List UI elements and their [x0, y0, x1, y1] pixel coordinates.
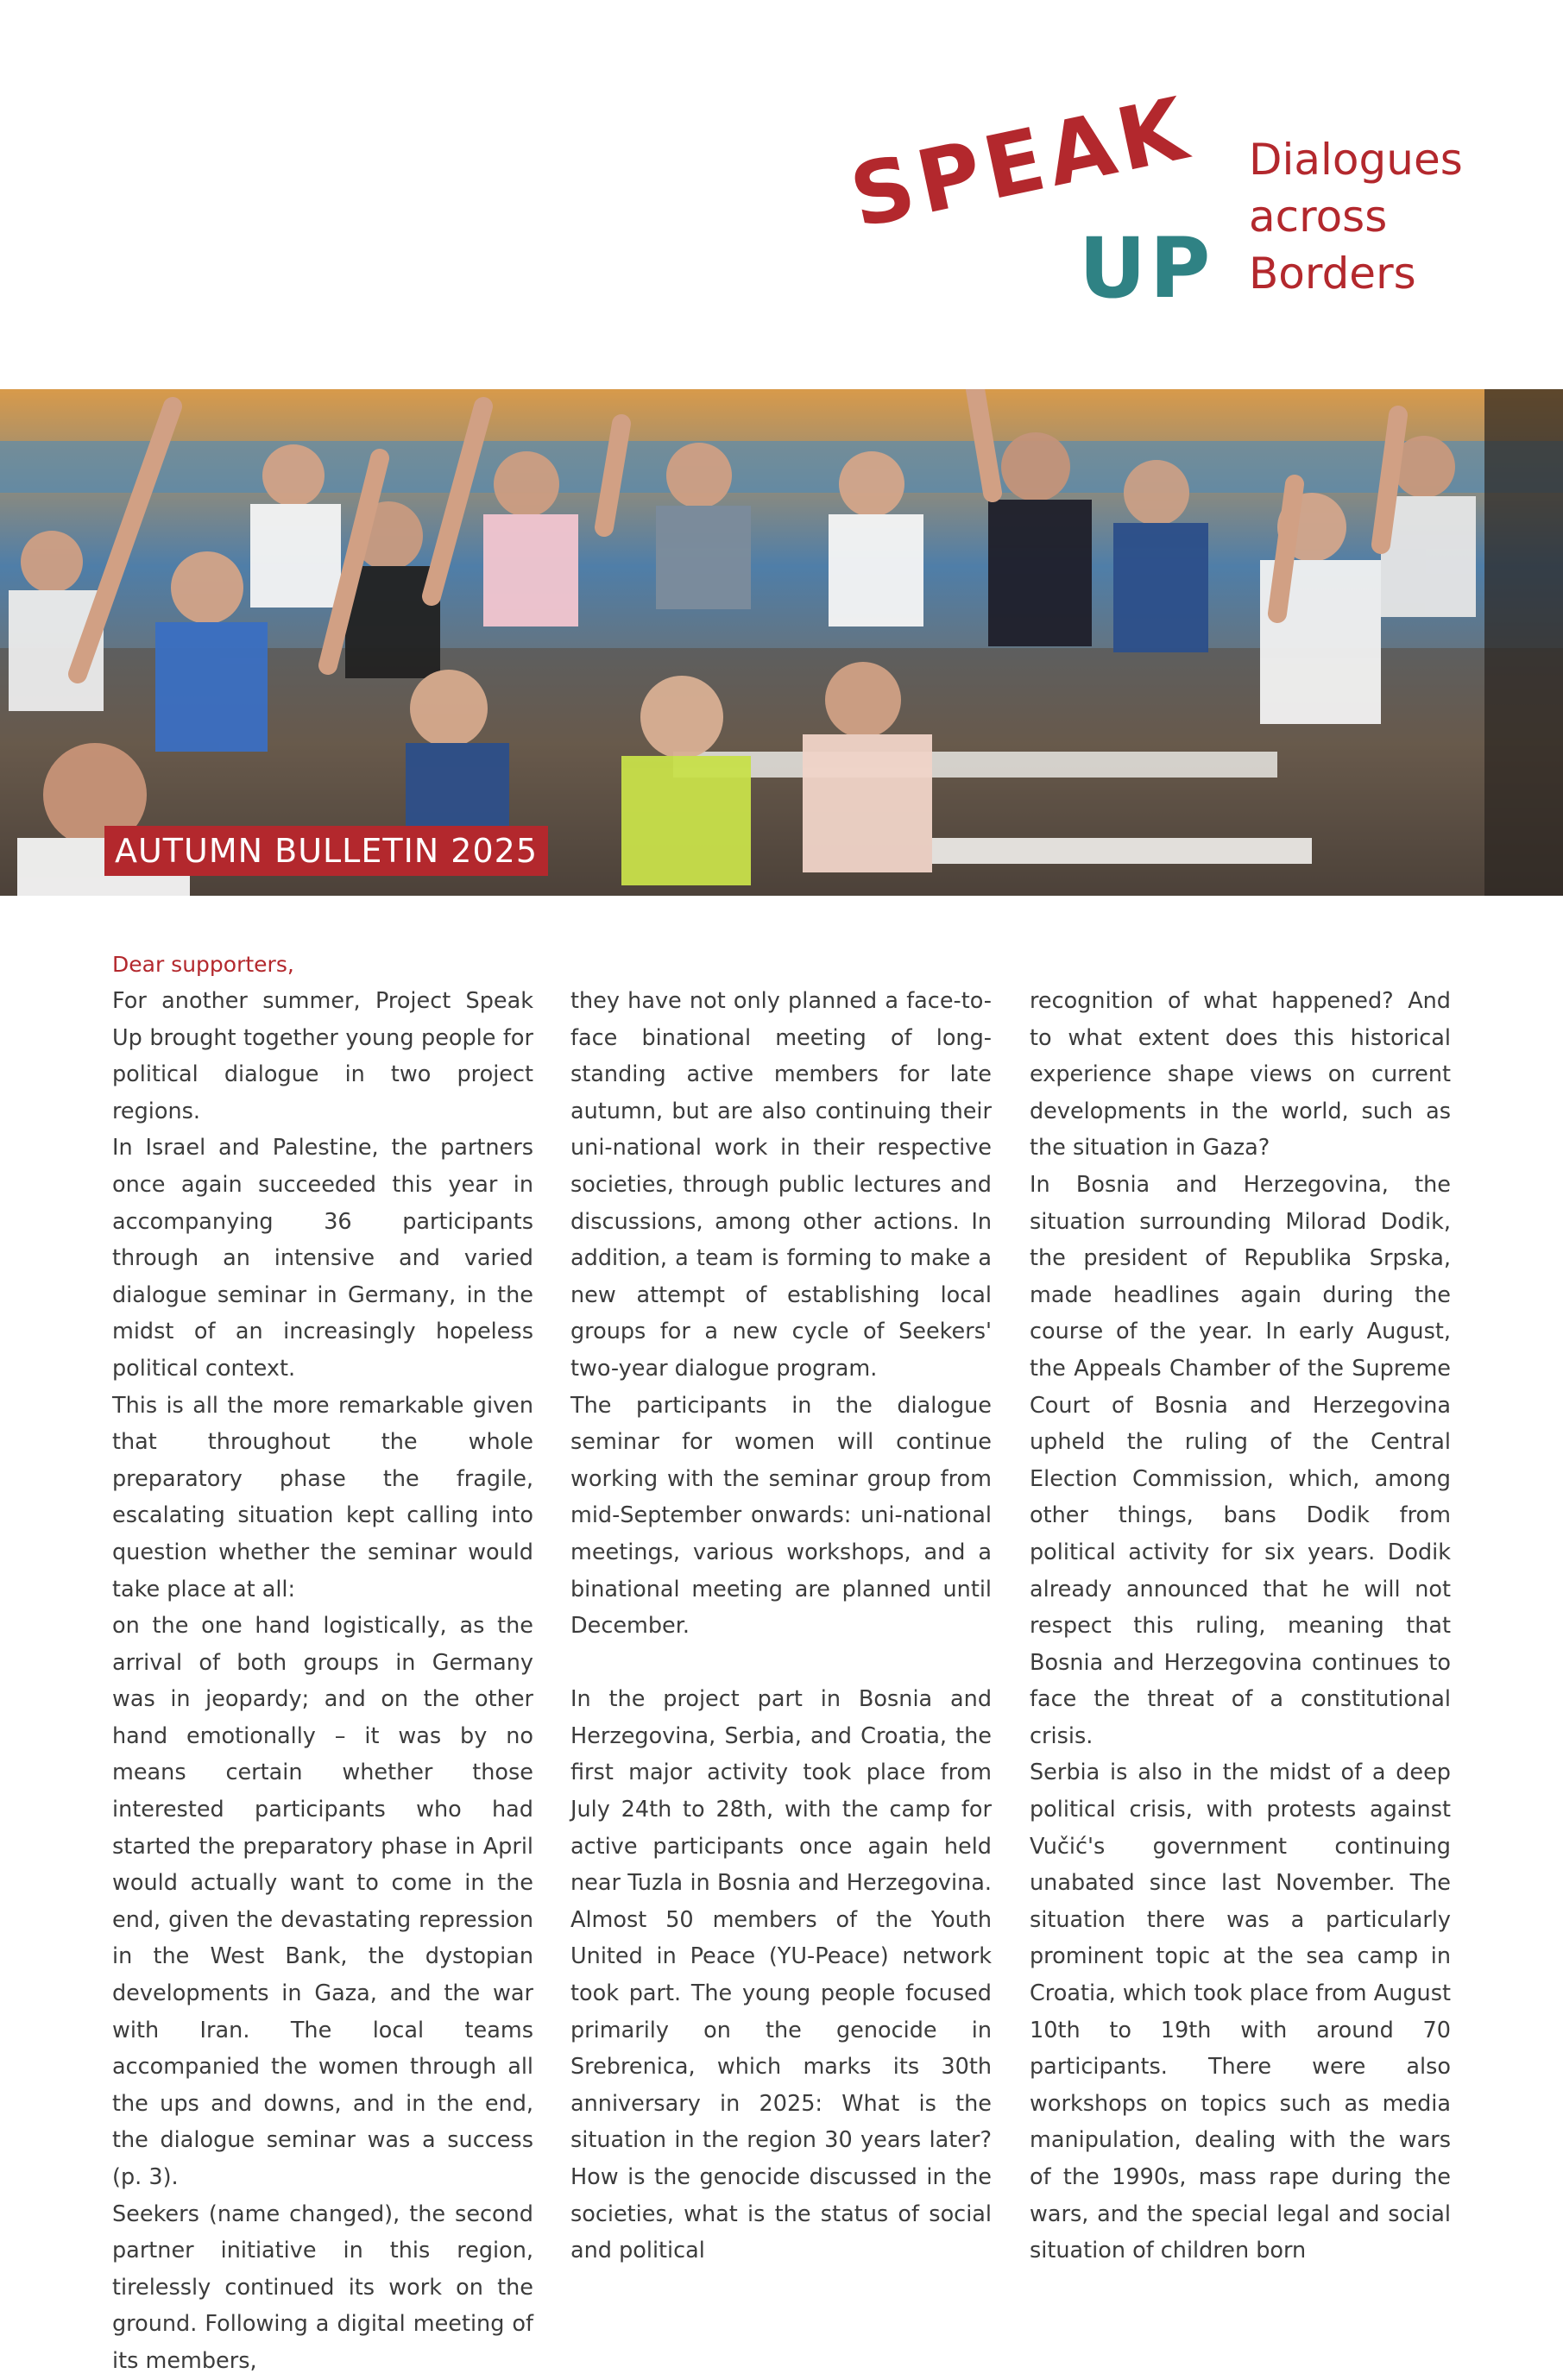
bulletin-label: AUTUMN BULLETIN 2025	[104, 826, 548, 876]
paragraph-spacer	[570, 1645, 992, 1682]
paragraph: Serbia is also in the midst of a deep political crisis, with protests against Vučić's government continuing unabated since last November. The situation there was a particularly prominent topic at the sea camp in Croatia, which took place from August 10th to 19th with around 70 participants. There were also workshops on topics such as media manipulation, dealing with the wars of the 1990s, mass rape during the wars, and the special legal and social situation of children born	[1030, 1760, 1451, 2264]
tagline-line-1: Dialogues	[1249, 135, 1463, 185]
text-column-3	[1030, 983, 1451, 2270]
header-photo	[0, 389, 1563, 896]
paragraph: In Bosnia and Herzegovina, the situation surrounding Milorad Dodik, the president of Republika Srpska, made headlines again during the course of the year. In early August, the Appeals Chamber of the Supreme Court of Bosnia and Herzegovina upheld the ruling of the Central Election Commission, which, among other things, bans Dodik from political activity for six years. Dodik already announced that he will not respect this ruling, meaning that Bosnia and Herzegovina continues to face the threat of a constitutional crisis.	[1030, 1171, 1451, 1749]
group-photo-illustration	[0, 389, 1563, 896]
logo-up-text: UP	[1079, 220, 1214, 317]
paragraph: The participants in the dialogue seminar for women will continue working with the seminar group from mid-September onwards: uni-national meetings, various workshops, and a binational meeting are planned until December.	[570, 1392, 992, 1640]
tagline-line-3: Borders	[1249, 249, 1416, 299]
paragraph: This is all the more remarkable given that throughout the whole preparatory phase the fragile, escalating situation kept calling into question whether the seminar would take place at all:	[112, 1392, 533, 1602]
paragraph: For another summer, Project Speak Up brought together young people for political dialogue in two project regions.	[112, 988, 533, 1124]
text-column-1	[112, 983, 533, 2380]
logo-speak-text: SPEAK	[841, 77, 1200, 248]
paragraph: In Israel and Palestine, the partners once again succeeded this year in accompanying 36 participants through an intensive and varied dialogue seminar in Germany, in the midst of an increasingly hopeless political context.	[112, 1135, 533, 1382]
paragraph: Seekers (name changed), the second partner initiative in this region, tirelessly continued its work on the ground. Following a digital meeting of its members,	[112, 2201, 533, 2374]
text-column-2	[570, 983, 992, 2270]
speak-up-logo	[841, 77, 1214, 319]
paragraph: In the project part in Bosnia and Herzegovina, Serbia, and Croatia, the first major activity took place from July 24th to 28th, with the camp for active participants once again held near Tuzla in Bosnia and Herzegovina. Almost 50 members of the Youth United in Peace (YU-Peace) network took part. The young people focused primarily on the genocide in Srebrenica, which marks its 30th anniversary in 2025: What is the situation in the region 30 years later? How is the genocide discussed in the societies, what is the status of social and political	[570, 1686, 992, 2264]
salutation: Dear supporters,	[112, 952, 294, 977]
paragraph: they have not only planned a face-to-face binational meeting of long-standing active members for late autumn, but are also continuing their uni-national work in their respective societies, through public lectures and discussions, among other actions. In addition, a team is forming to make a new attempt of establishing local groups for a new cycle of Seekers' two-year dialogue program.	[570, 988, 992, 1382]
tagline-line-2: across	[1249, 192, 1388, 242]
paragraph: recognition of what happened? And to what extent does this historical experience shape views on current developments in the world, such as the situation in Gaza?	[1030, 988, 1451, 1162]
tagline	[1249, 131, 1463, 302]
paragraph: on the one hand logistically, as the arrival of both groups in Germany was in jeopardy; and on the other hand emotionally – it was by no means certain whether those interested participants who had started the preparatory phase in April would actually want to come in the end, given the devastating repression in the West Bank, the dystopian developments in Gaza, and the war with Iran. The local teams accompanied the women through all the ups and downs, and in the end, the dialogue seminar was a success (p. 3).	[112, 1613, 533, 2190]
